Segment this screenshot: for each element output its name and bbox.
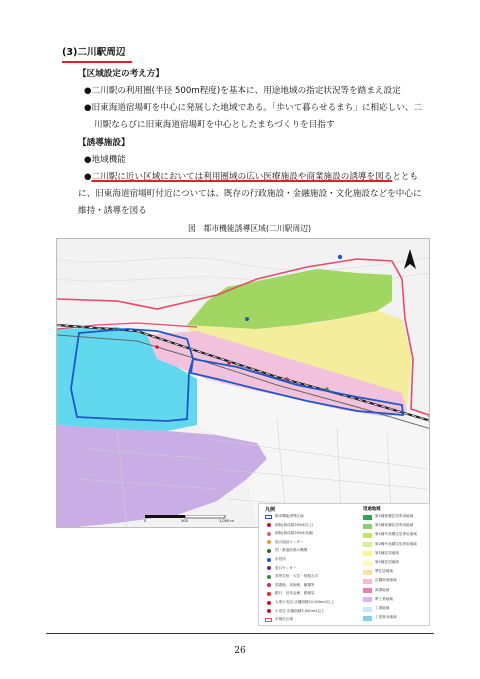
scale-label-500: 500 — [181, 519, 188, 523]
legend-zoning-item: 準住居地域 — [375, 569, 393, 574]
legend-zoning-item: 第1種住居地域 — [375, 550, 399, 555]
legend-zoning-swatch — [363, 597, 372, 602]
legend-zoning-item: 第1種中高層住居専用地域 — [375, 532, 417, 537]
legend-item: 窓口センター — [275, 565, 297, 570]
legend-zoning-item: 商業地域 — [375, 587, 390, 592]
legend-zoning-swatch — [363, 551, 372, 556]
facilities-line-1 — [84, 171, 418, 183]
facilities-emphasis: 二川駅に近い区域においては利用圏域の広い医療施設や商業施設の誘導を図る — [91, 172, 393, 182]
section-heading: (3)二川駅周辺 — [62, 47, 126, 58]
bullet-mark: ● — [84, 155, 92, 165]
legend-zoning-swatch — [363, 533, 372, 538]
legend-item: 総合福祉センター — [275, 539, 304, 544]
bullet-mark: ● — [84, 103, 92, 113]
legend-symbol — [267, 583, 271, 587]
map-marker-1 — [155, 345, 158, 348]
legend-symbol — [267, 592, 271, 596]
legend-symbol — [267, 523, 271, 527]
legend-title: 凡例 — [265, 507, 276, 513]
page-number: 26 — [234, 646, 246, 656]
legend-zoning-swatch — [363, 570, 372, 575]
policy-item-2: 旧東海道宿場町を中心に発展した地域である。「歩いて暮らせるまち」に相応しい、二 — [91, 103, 423, 113]
policy-bullet-2 — [84, 102, 422, 114]
bullet-mark: ● — [84, 86, 92, 96]
legend-zoning-item: 第2種中高層住居専用地域 — [375, 541, 417, 546]
section-heading-underline — [62, 61, 132, 63]
legend-item: 病院(病床数200床未満) — [275, 531, 314, 536]
legend-item: 国・都道府県の機関 — [275, 548, 308, 553]
legend-item: 高等学校・大学・短期大学 — [275, 574, 319, 579]
facilities-line-3: 維持・誘導を図る — [78, 206, 147, 216]
map-legend — [258, 503, 430, 626]
legend-zoning-item: 第1種低層住居専用地域 — [375, 514, 414, 518]
legend-zoning-item: 第2種低層住居専用地域 — [375, 523, 414, 528]
scale-bar — [145, 515, 235, 525]
scale-label-0: 0 — [144, 519, 147, 523]
legend-zoning-item: 工業地域 — [375, 606, 390, 610]
facilities-line-2: に、旧東海道宿場町付近については、既存の行政施設・金融施設・文化施設などを中心に — [78, 189, 422, 199]
legend-item: 小売店 店舗面積3,000m2以上 — [275, 608, 325, 613]
legend-symbol — [267, 532, 271, 536]
legend-item: 都市機能誘導区域 — [275, 514, 304, 518]
facilities-category-label: 地域機能 — [91, 155, 126, 165]
policy-item-3: 川駅ならびに旧東海道宿場町を中心としたまちづくりを目指す — [94, 120, 335, 130]
legend-symbol — [267, 549, 271, 553]
policy-bullet-1 — [84, 85, 401, 97]
legend-zoning-swatch — [363, 524, 372, 529]
legend-item: 大型小売店 店舗面積10,000m2以上 — [275, 600, 335, 604]
bullet-mark: ● — [84, 172, 92, 182]
figure-caption: 図 都市機能誘導区域(二川駅周辺) — [188, 224, 312, 233]
legend-zoning-swatch — [363, 515, 372, 520]
legend-zoning-swatch — [363, 588, 372, 593]
legend-symbol — [267, 575, 271, 579]
map-figure — [56, 238, 430, 528]
map-drawing — [57, 239, 430, 528]
legend-zoning-item: 準工業地域 — [375, 596, 393, 601]
legend-zoning-item: 近隣商業地域 — [375, 578, 397, 583]
legend-zoning-swatch — [363, 542, 372, 547]
footer-rule — [46, 633, 434, 634]
legend-item: 銀行、信用金庫、郵便局 — [275, 591, 315, 596]
north-arrow-icon — [403, 249, 417, 271]
legend-symbol — [267, 540, 271, 544]
legend-item: 病院(病床数200床以上) — [275, 522, 314, 527]
scale-label-1000: 1,000 m — [219, 519, 234, 523]
legend-zoning-title: 用途地域 — [363, 507, 381, 512]
legend-symbol — [267, 558, 271, 562]
legend-symbol — [265, 515, 272, 519]
legend-zoning-swatch — [363, 616, 372, 621]
map-marker-4 — [325, 387, 328, 390]
legend-item: 市街化区域 — [275, 617, 293, 622]
policy-title: 【区域設定の考え方】 — [78, 69, 164, 79]
facilities-line-1-tail: ととも — [392, 172, 419, 182]
map-marker-2 — [227, 361, 230, 364]
map-marker-office — [245, 317, 249, 321]
legend-zoning-swatch — [363, 579, 372, 584]
map-marker-hospital — [338, 255, 342, 259]
legend-symbol — [267, 609, 271, 613]
legend-zoning-swatch — [363, 607, 372, 612]
legend-zoning-swatch — [363, 561, 372, 566]
legend-zoning-item: 工業専用地域 — [375, 615, 397, 620]
map-marker-3 — [285, 377, 288, 380]
legend-item: 図書館、美術館、劇場等 — [275, 582, 315, 587]
legend-zoning-item: 第2種住居地域 — [375, 560, 399, 564]
legend-item: 市役所 — [275, 557, 286, 561]
facilities-title: 【誘導施設】 — [78, 138, 130, 148]
facilities-category — [84, 154, 126, 166]
legend-symbol — [267, 601, 271, 605]
legend-symbol — [265, 618, 272, 622]
policy-item-1: 二川駅の利用圏(半径 500m程度)を基本に、用途地域の指定状況等を踏まえ設定 — [91, 86, 401, 96]
legend-symbol — [267, 566, 271, 570]
